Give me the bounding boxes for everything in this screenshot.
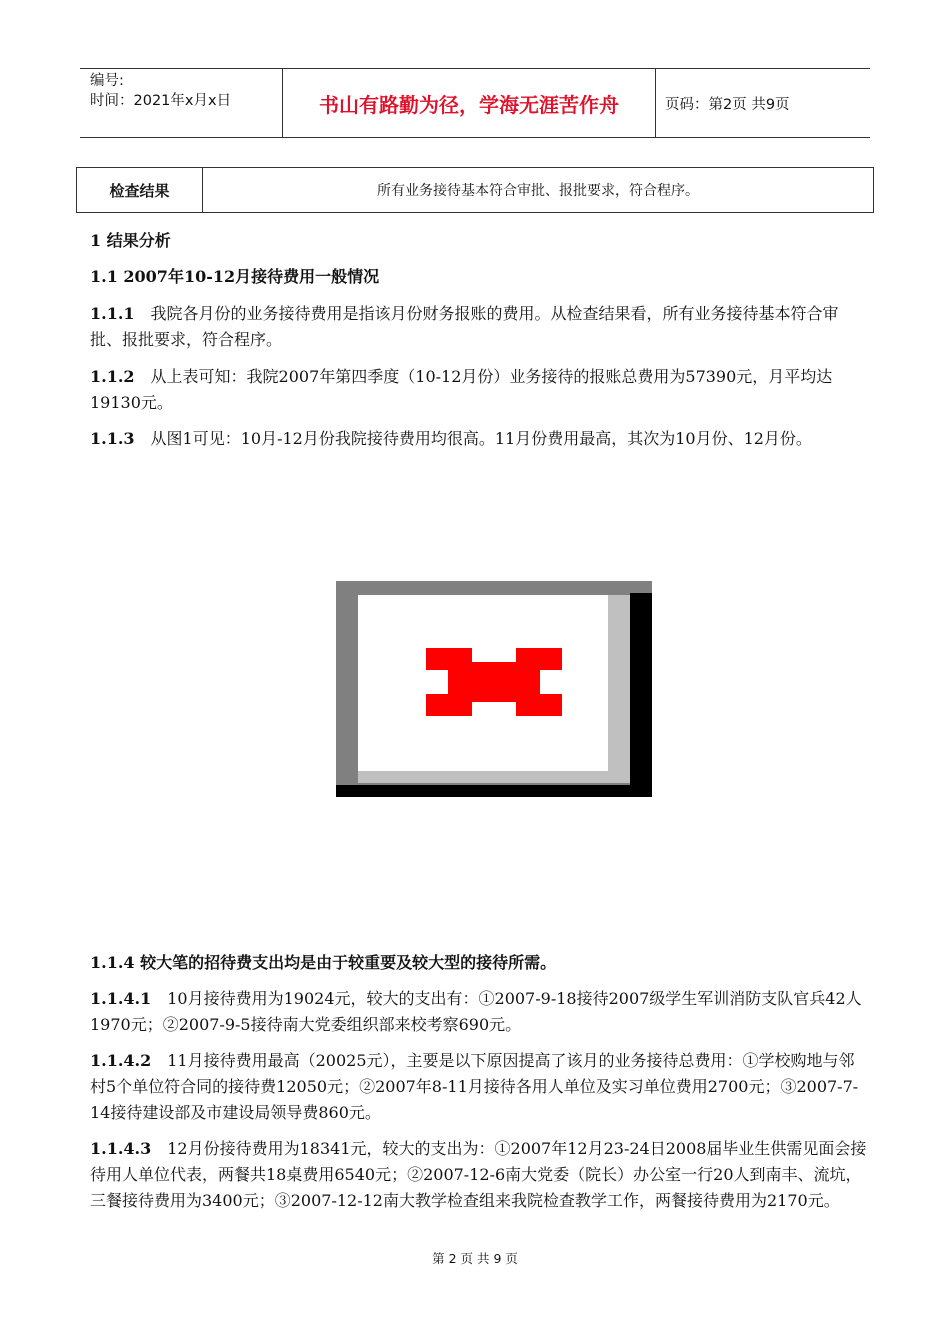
paragraph-number: 1.1.2 <box>90 367 135 386</box>
page-footer: 第 2 页 共 9 页 <box>432 1251 518 1266</box>
header-meta <box>80 69 282 137</box>
paragraph-text: 12月份接待费用为18341元，较大的支出为：①2007年12月23-24日2008届毕业生供需见面会接待用人单位代表，两餐共18桌费用6540元；②2007-12-6南大党委（院长）办公室一行20人到南丰、流坑，三餐接待费用为3400元；③2007-12-12南大教学检查组来我院检查教学工作，两餐接待费用为2170元。 <box>90 1139 867 1210</box>
paragraph-number: 1.1.4.2 <box>90 1051 152 1070</box>
paragraph-1-1-3 <box>90 426 870 452</box>
paragraph-text: 10月接待费用为19024元，较大的支出有：①2007-9-18接待2007级学生军训消防支队官兵42人1970元；②2007-9-5接待南大党委组织部来校考察690元。 <box>90 989 862 1034</box>
check-result-table <box>76 167 874 213</box>
paragraph-text: 11月接待费用最高（20025元），主要是以下原因提高了该月的业务接待总费用：①学校购地与邻村5个单位符合同的接待费12050元；②2007年8-11月接待各用人单位及实习单位费用2700元；③2007-7-14接待建设部及市建设局领导费860元。 <box>90 1051 859 1122</box>
paragraph-number: 1.1.1 <box>90 304 135 323</box>
paragraph-1-1-2 <box>90 364 870 416</box>
paragraph-number: 1.1.4.1 <box>90 989 152 1008</box>
broken-image-icon <box>336 581 652 797</box>
page-header <box>80 68 870 138</box>
check-result-label: 检查结果 <box>77 168 203 212</box>
serial-label: 编号: <box>90 73 124 89</box>
paragraph-number: 1.1.3 <box>90 429 135 448</box>
broken-image-placeholder <box>336 581 652 797</box>
date-label: 时间：2021年x月x日 <box>90 93 232 109</box>
paragraph-1-1-4-1 <box>90 986 870 1038</box>
check-result-value: 所有业务接待基本符合审批、报批要求，符合程序。 <box>377 183 699 199</box>
paragraph-1-1-4-3 <box>90 1136 870 1214</box>
section-heading-1-1-4: 1.1.4 较大笔的招待费支出均是由于较重要及较大型的接待所需。 <box>90 953 557 972</box>
header-page-number: 页码：第2页 共9页 <box>665 97 790 113</box>
section-heading-1: 1 结果分析 <box>90 231 171 250</box>
paragraph-1-1-4-2 <box>90 1048 870 1126</box>
paragraph-number: 1.1.4.3 <box>90 1139 152 1158</box>
paragraph-text: 从上表可知：我院2007年第四季度（10-12月份）业务接待的报账总费用为57390元，月平均达19130元。 <box>90 367 833 412</box>
paragraph-text: 我院各月份的业务接待费用是指该月份财务报账的费用。从检查结果看，所有业务接待基本符合审批、报批要求，符合程序。 <box>90 304 839 349</box>
header-motto: 书山有路勤为径，学海无涯苦作舟 <box>282 69 656 137</box>
paragraph-text: 从图1可见：10月-12月份我院接待费用均很高。11月份费用最高，其次为10月份、12月份。 <box>150 429 812 448</box>
paragraph-1-1-1 <box>90 301 870 353</box>
section-heading-1-1: 1.1 2007年10-12月接待费用一般情况 <box>90 267 380 286</box>
